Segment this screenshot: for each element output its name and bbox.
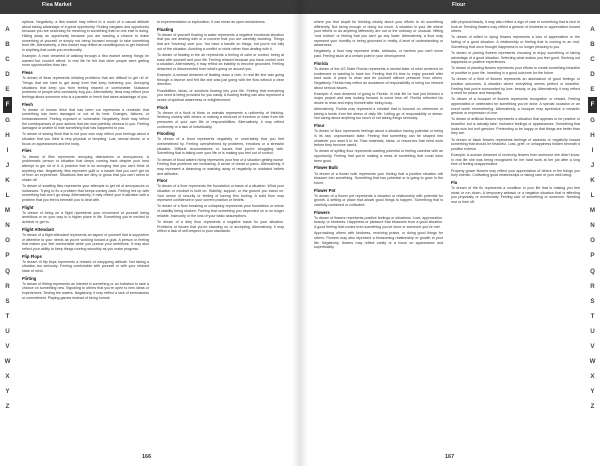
entry-heading: Flu xyxy=(451,179,458,185)
left-alpha-tab-l[interactable]: L xyxy=(5,192,10,200)
entry-paragraph: To dream of artificial flowers represents a situation that appears to be positive or beautiful, but is actually fake. Insincere feelings or appearances. Something that looks nice but isn't genuine. Pretending to be happy or that things are better than they are. xyxy=(451,117,580,136)
left-alpha-tab-u[interactable]: U xyxy=(5,327,10,335)
entry-heading: Flower Bulb xyxy=(314,165,338,171)
left-alpha-tab-q[interactable]: Q xyxy=(5,267,10,275)
right-alpha-tab-c[interactable]: C xyxy=(590,56,595,64)
entry-paragraph: To dream of flowers represents positive feelings or situations. Love, appreciation, beauty, or kindness. Happiness or pleasure that blossoms from a good situation. A good feeling that comes from something you've done or someone you've met. xyxy=(314,215,443,230)
left-alpha-tab-y[interactable]: Y xyxy=(5,388,10,396)
entry-paragraph: To dream of yourself floating in water represents a negative emotional situation that you are dealing with or a concern that you are carefully avoiding. Things that are 'hovering' over you. You have a handle on things, but you're not fully out of the situation. Avoiding a conflict or crisis rather than dealing with it. xyxy=(157,32,284,51)
left-alpha-tab-p[interactable]: P xyxy=(5,252,10,260)
entry-heading: Flesh xyxy=(22,101,33,107)
entry-heading: Flip Flops xyxy=(22,253,42,259)
left-alpha-tab-d[interactable]: D xyxy=(5,71,10,79)
right-alpha-tab-i[interactable]: I xyxy=(591,146,594,154)
left-alpha-tab-b[interactable]: B xyxy=(5,41,10,49)
left-alpha-tab-o[interactable]: O xyxy=(5,237,10,245)
entry-paragraph: To dream of fleas represents irritating problems that are difficult to get rid of. Things that are hard to get away from that keep bothering you. Annoying situations that keep you from feeling relaxed or comfortable. Nuisance problems or people who constantly bug you. Alternatively, fleas may reflect your feelings about someone who is a parasite or leech that takes advantage of you. xyxy=(22,76,149,99)
right-alpha-tab-b[interactable]: B xyxy=(590,41,595,49)
right-header-title: Flour xyxy=(452,2,466,8)
entry-paragraph: Alternatively, Florida may represent a mindset that is focused on retirement or taking a break from the stress of daily life. Letting go of responsibility or stress. Not caring about anything too much or not taking things seriously. xyxy=(314,107,443,121)
left-column-1 xyxy=(22,20,149,440)
left-alpha-tab-m[interactable]: M xyxy=(4,207,11,215)
entry-heading: Flies xyxy=(22,148,32,154)
entry-heading: Flock xyxy=(157,104,168,110)
entry-paragraph: To dream of being on a flight represents your movement of yourself being ambitious or on your way to a higher place in life. Something you're excited to achieve or get to. xyxy=(22,210,149,225)
right-alpha-tab-l[interactable]: L xyxy=(590,192,595,200)
left-column-2 xyxy=(157,20,284,440)
entry-paragraph: To dream of a flock of birds or animals represents a uniformity of thinking. Working closely with others or making a mind-set of freedom or ease from the pressures of your own life or responsibilities. Alternatively, it may reflect conformity or a lack of individuality. xyxy=(157,110,284,129)
right-alpha-tab-p[interactable]: P xyxy=(590,252,595,260)
left-alpha-tab-x[interactable]: X xyxy=(5,373,10,381)
entry-heading: Flour xyxy=(314,123,325,129)
entry-heading: Floor xyxy=(157,178,168,184)
right-column-1 xyxy=(314,20,443,440)
entry-paragraph: Possibilities, ideas, or solutions floating into your life. Feeling that everything you need is being provided for you easily. A floating feeling can also represent a sense of spiritual awareness or enlightenment. xyxy=(157,88,284,102)
entry-paragraph: Example: A woman dreamed of floating down a river. In real life she was going through a divorce and felt like she was just going with the flow without a clear direction. xyxy=(157,73,284,87)
entry-heading: Fleas xyxy=(22,70,33,76)
left-alpha-tab-w[interactable]: W xyxy=(4,358,11,366)
left-alpha-tab-i[interactable]: I xyxy=(6,146,9,154)
right-alpha-tab-w[interactable]: W xyxy=(589,358,596,366)
entry-heading: Florida xyxy=(314,60,328,66)
entry-heading: Flight xyxy=(22,204,34,210)
entry-paragraph: To dream of flour represents feelings about a situation having potential or being in its raw, unprocessed state. Feeling that something can be shaped into whatever you want it to be. Raw materials, ideas, or resources that need work before they become useful. xyxy=(314,129,443,148)
left-header-title: Flea Market xyxy=(42,2,72,8)
entry-paragraph: Properly grown flowers may reflect your appreciation of others or the things you truly cherish. Cultivating good relationships or taking care of your well-being. xyxy=(451,168,580,178)
left-alpha-tab-g[interactable]: G xyxy=(5,116,10,124)
left-page-header xyxy=(0,0,300,14)
entry-paragraph: To dream of a flood represents negativity or uncertainty that you feel overwhelmed by. Feeling overwhelmed by problems, emotions or a stressful situation. Difficult circumstances or issues that you're struggling with. Something that is taking over your life or is making you feel out of control. xyxy=(157,137,284,156)
entry-paragraph: options. Negatively, a flea market may reflect to a much of a casual attitude about taking advantage of a great opportunity. Finding bargains and opportunity because you are searching for meaning in something that no one else is doing. Hiding away an opportunity because you are wasting a chance to make something of yourself or simply not being focused enough to take something from life. Alternatively, a flea market may reflect an unwillingness to get involved in anything that costs you emotionally. xyxy=(22,20,149,52)
right-alpha-tab-k[interactable]: K xyxy=(590,176,595,184)
entry-paragraph: To dream of human flesh that has been cut represents a reminder that something has been damaged or not at its best. Changes, failures, or embarrassment. Feeling exposed or vulnerable. Negatively, flesh may reflect the consequences of your actions that are now painfully obvious to you. Feeling damaged or unable to hide something that has happened to you. xyxy=(22,107,149,131)
entry-paragraph: To dream of flies represents annoying distractions or annoyances. A problematic person or situation that keeps coming back despite your best attempt to get rid of it. A problem that is so annoying that you can't think of anything else. Negatively, flies represent guilt or a hassle that you can't get rid of from an experience. Situations that are dirty or gross that you can't seem to shake off. xyxy=(22,154,149,182)
entry-heading: Flowers xyxy=(314,209,330,215)
left-alpha-tab-n[interactable]: N xyxy=(5,222,10,230)
right-alpha-tab-s[interactable]: S xyxy=(590,297,595,305)
left-alpha-tab-j[interactable]: J xyxy=(5,161,10,169)
right-alpha-tab-d[interactable]: D xyxy=(590,71,595,79)
right-column-2 xyxy=(451,20,580,440)
entry-paragraph: To dream of flirting represents an interest in something or an invitation to take a chance on something new. Signaling to others that you're open to new ideas or experiences. Testing the waters. Negatively, it may reflect a lack of seriousness or commitment. Playing games instead of being honest. xyxy=(22,281,149,300)
entry-paragraph: To dream of a field of flowers represents an abundance of good feelings or positive outcomes. A situation where everything seems perfect or beautiful. Feeling that you're surrounded by love, beauty, or joy. Alternatively, it may reflect a need for peace and tranquility. xyxy=(451,77,580,96)
entry-heading: Flower Pot xyxy=(314,187,336,193)
left-alpha-tab-t[interactable]: T xyxy=(5,312,10,320)
entry-paragraph: to experimentation or exploration. It can mean an open-mindedness. xyxy=(157,20,266,24)
right-alpha-tab-q[interactable]: Q xyxy=(590,267,595,275)
right-alpha-tab-r[interactable]: R xyxy=(590,282,595,290)
entry-paragraph: where you feel stupid for thinking clearly about your efforts to do something differently. Not being enough or doing too much. A situation in your life where your efforts to do anything differently are out of the ordinary or unusual. Hitting 'rock bottom' or feeling that you can't go any lower. Alternatively, a floor may represent your humility or being grounded in reality. A level of understanding or awareness. xyxy=(314,20,443,48)
right-alpha-tab-v[interactable]: V xyxy=(590,342,595,350)
entry-paragraph: To dream of flip flops represents a relaxed or easygoing attitude. Not taking a situation too seriously. Feeling comfortable with yourself or with your relaxed state of mind. xyxy=(22,259,149,273)
entry-paragraph: To dream of swatting flies represents your attempts to get rid of annoyances or nuisances. Trying to fix a problem that keeps coming back. Feeling fed up with something that won't go away. Alternatively, it may reflect your frustration with a problem that you feel is beneath you to deal with. xyxy=(22,184,149,202)
right-alpha-tab-m[interactable]: M xyxy=(589,207,596,215)
left-alpha-tab-s[interactable]: S xyxy=(5,297,10,305)
right-alpha-tab-y[interactable]: Y xyxy=(590,388,595,396)
entry-paragraph: To dream of a flower pot represents a situation or relationship with potential for growth. A setting or place that allows good things to happen. Something that is carefully contained or cultivated. xyxy=(314,193,443,207)
left-alpha-tab-z[interactable]: Z xyxy=(5,403,10,411)
left-page-columns xyxy=(22,20,284,440)
entry-paragraph: To dream of a floor represents the foundation or basis of a situation. What your situation or mindset is built on. Stability, support, or the ground you stand on. Your sense of security or feeling of having firm footing. A solid floor may represent confidence in your current position or beliefs. xyxy=(157,184,284,203)
right-alpha-tab-o[interactable]: O xyxy=(590,237,595,245)
entry-paragraph: Negatively, a floor may represent limits, setbacks, or barriers you can't move past. Feeling stuck at a certain point in your development. xyxy=(314,49,443,59)
right-alpha-tab-h[interactable]: H xyxy=(590,131,595,139)
entry-paragraph: To dream of seeing flesh that is not your own may reflect your feelings about a situation that you think is very physical or tempting. Lust, sexual desire, or a focus on appearances and the body. xyxy=(22,132,149,146)
right-alpha-tab-n[interactable]: N xyxy=(590,222,595,230)
right-page xyxy=(300,0,600,466)
left-alpha-tab-k[interactable]: K xyxy=(5,176,10,184)
left-page-number: 166 xyxy=(142,454,152,460)
entry-paragraph: To dream of the flu represents a condition in your life that is making you feel weak or run down. A temporary setback or a negative situation that is affecting you physically or emotionally. Feeling sick of something or someone. Needing rest or time off. xyxy=(451,186,580,204)
entry-paragraph: Approaching others with kindness, receiving praise, or doing good things for others. Flowers may also represent a blossoming relationship or growth in your life. Negatively, flowers may reflect vanity or a focus on appearance and superficiality. xyxy=(314,231,443,250)
right-alpha-tab-x[interactable]: X xyxy=(590,373,595,381)
entry-paragraph: To dream of a bouquet of flowers represents recognition or reward. Feeling appreciated or celebrated for something you've done. A special occasion or an event worth remembering. Alternatively, a bouquet may symbolize a romantic gesture or expression of love. xyxy=(451,97,580,116)
entry-heading: Flirting xyxy=(22,275,37,281)
left-alpha-tab-f[interactable]: F xyxy=(3,97,12,112)
entry-paragraph: Example: A man dreamed of walking through a flea market seeing things he wanted but couldn't afford. In real life he felt that other people were getting more opportunities than him. xyxy=(22,54,149,68)
right-alphabet-index xyxy=(588,22,597,414)
right-alpha-tab-a[interactable]: A xyxy=(590,26,595,33)
right-page-columns xyxy=(314,20,580,440)
entry-paragraph: with physical beauty. It may also reflect a sign of care or something that is nice to look at. Sending flowers may reflect a gesture of kindness or appreciation toward others. xyxy=(451,20,580,34)
left-alpha-tab-h[interactable]: H xyxy=(5,131,10,139)
right-alpha-tab-z[interactable]: Z xyxy=(590,403,595,411)
right-page-header xyxy=(300,0,600,14)
right-alpha-tab-t[interactable]: T xyxy=(590,312,595,320)
right-alpha-tab-e[interactable]: E xyxy=(590,86,595,94)
entry-paragraph: Example: A man dreamed of going to Florida. In real life he had just finished a major project and was looking forward to some time off. Florida reflected his desire to relax and enjoy himself after being busy. xyxy=(314,91,443,105)
right-page-number: 167 xyxy=(445,454,455,460)
left-alpha-tab-e[interactable]: E xyxy=(5,86,10,94)
entry-paragraph: To dream of the US State Florida represents a mental state of mind centered on excitement or wanting to have fun. Feeling that it's time to enjoy yourself after hard work. A place to relax and be yourself without pressure from others. Negatively, Florida may reflect an avoidance of responsibility or being too relaxed about serious issues. xyxy=(314,66,443,90)
left-alpha-tab-a[interactable]: A xyxy=(5,26,10,33)
entry-paragraph: To dream of a dirty floor represents a negative basis for your situation. Problems or issues that you're standing on or accepting. Alternatively, it may reflect a lack of self-respect or poor standards. xyxy=(157,219,284,234)
entry-paragraph: To dream of spilling flour represents wasting potential or feeling careless with an opportunity. Feeling that you're making a mess of something that could have been good. xyxy=(314,149,443,163)
right-alpha-tab-u[interactable]: U xyxy=(590,327,595,335)
entry-paragraph: To dream of flood waters rising represents your fear of a situation getting worse. Feeling that problems are increasing. A sense of dread or panic. Alternatively, it may represent a cleansing or washing away of negativity or outdated beliefs and attitudes. xyxy=(157,157,284,176)
left-alpha-tab-c[interactable]: C xyxy=(5,56,10,64)
entry-heading: Flight Attendant xyxy=(22,226,54,232)
left-alpha-tab-r[interactable]: R xyxy=(5,282,10,290)
entry-heading: Floating xyxy=(157,26,174,32)
entry-paragraph: To dream of floating in the air represents a feeling of calm or control, being at ease with yourself and your life. Feeling relaxed because you have control over a situation. Alternatively, it may reflect an inability to become grounded. Feeling detached or disconnected from what's going on around you. xyxy=(157,52,284,71)
left-alpha-tab-v[interactable]: V xyxy=(5,342,10,350)
right-alpha-tab-g[interactable]: G xyxy=(590,116,595,124)
entry-paragraph: To dream of a flight attendant represents an aspect of yourself that is supportive or attentive to your needs as you're working toward a goal. A person or feeling that makes you feel comfortable while you pursue your ambitions. It may also reflect your ability to keep things running smoothly as you make progress. xyxy=(22,232,149,251)
left-alphabet-index xyxy=(3,22,12,414)
entry-paragraph: To dream of a flower bulb represents your feeling that a positive situation will blossom into something. Something that has potential or is going to grow in the future. xyxy=(314,171,443,185)
entry-paragraph: To dream of picking flowers represents choosing to enjoy something or taking advantage of a good situation. Selecting what makes you feel good. Seeking out happiness or positive experiences. xyxy=(451,50,580,65)
entry-paragraph: To dream of a floor breaking or collapsing represents your foundation or sense of stability being shaken. Feeling that something you depended on is no longer reliable. Insecurity or the loss of your basic assumptions. xyxy=(157,204,284,218)
entry-paragraph: Example: A woman dreamed of receiving flowers from someone she didn't know. In real life she was being recognized for her hard work at her job after a long time of feeling unappreciated. xyxy=(451,153,580,167)
entry-paragraph: To dream of planting flowers represents your efforts to create something beautiful or positive in your life. Investing in a good outcome for the future. xyxy=(451,66,580,76)
entry-paragraph: To dream of black flowers represents feelings of sadness or negativity toward something that should be beautiful. Loss, grief, or unhappiness hidden beneath a positive exterior. xyxy=(451,137,580,151)
right-alpha-tab-f[interactable]: F xyxy=(588,97,597,112)
entry-heading: Flooding xyxy=(157,131,175,137)
right-alpha-tab-j[interactable]: J xyxy=(590,161,595,169)
entry-paragraph: To dream of wilted or dying flowers represents a loss of appreciation or the fading of a good situation. A relationship or feeling that is coming to an end. Something that once brought happiness is no longer pleasing to you. xyxy=(451,35,580,49)
